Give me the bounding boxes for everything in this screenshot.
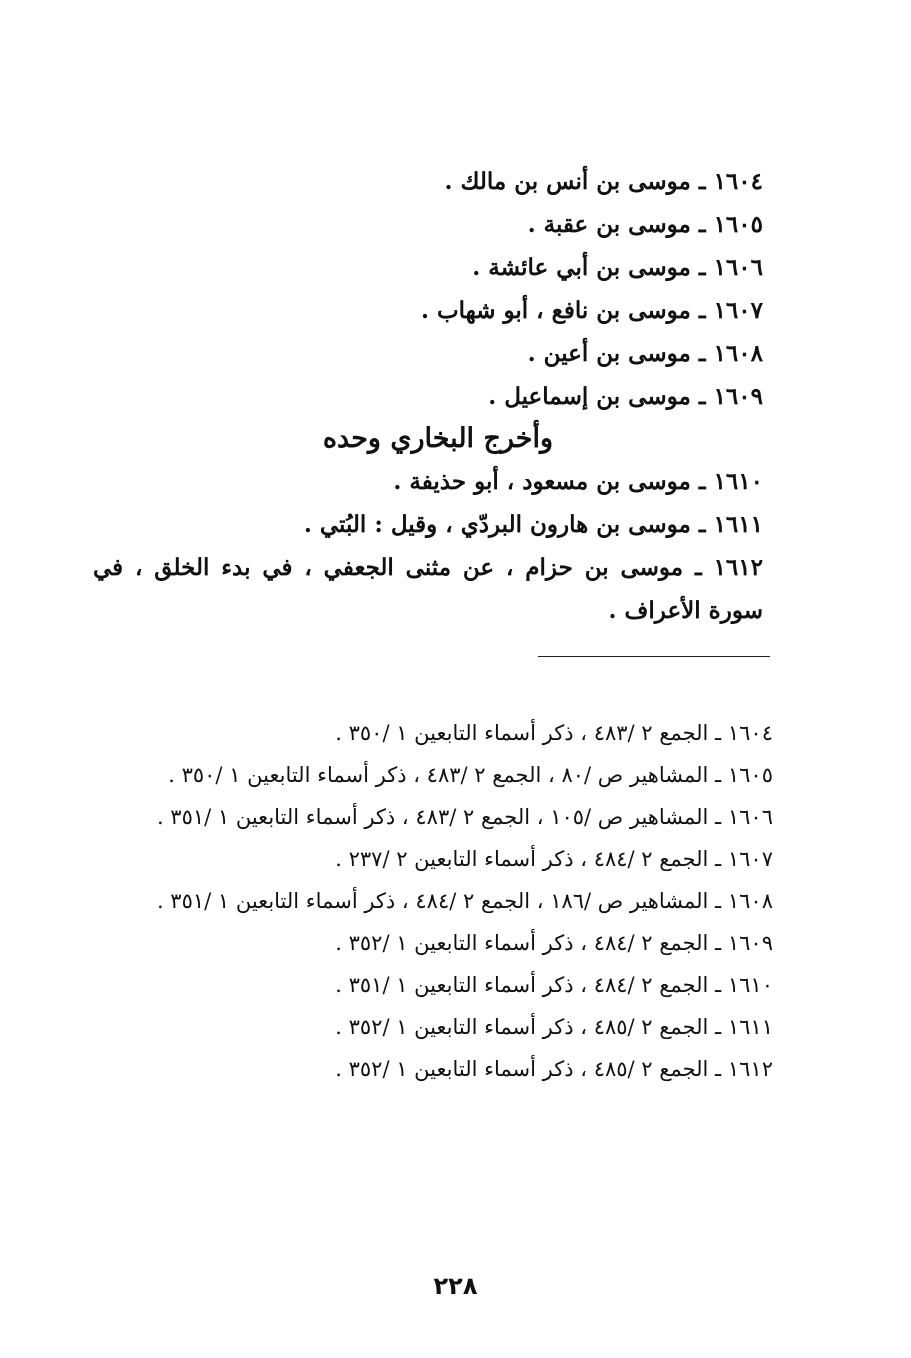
entry-1612: ١٦١٢ ـ موسى بن حزام ، عن مثنى الجعفي ، في بدء الخلق ، في سورة الأعراف . <box>93 554 763 624</box>
footnotes <box>93 712 773 1090</box>
main-entries <box>93 160 763 632</box>
footnote-1611: ١٦١١ ـ الجمع ٢ /٤٨٥ ، ذكر أسماء التابعين ١ /٣٥٢ . <box>335 1015 773 1039</box>
footnote-1605: ١٦٠٥ ـ المشاهير ص /٨٠ ، الجمع ٢ /٤٨٣ ، ذكر أسماء التابعين ١ /٣٥٠ . <box>168 763 773 787</box>
entry-1610: ١٦١٠ ـ موسى بن مسعود ، أبو حذيفة . <box>393 468 763 495</box>
footnote-divider <box>538 656 770 657</box>
footnote-1612: ١٦١٢ ـ الجمع ٢ /٤٨٥ ، ذكر أسماء التابعين ١ /٣٥٢ . <box>335 1057 773 1081</box>
footnote-1609: ١٦٠٩ ـ الجمع ٢ /٤٨٤ ، ذكر أسماء التابعين ١ /٣٥٢ . <box>335 931 773 955</box>
entry-1607: ١٦٠٧ ـ موسى بن نافع ، أبو شهاب . <box>420 297 763 324</box>
footnote-1604: ١٦٠٤ ـ الجمع ٢ /٤٨٣ ، ذكر أسماء التابعين ١ /٣٥٠ . <box>335 721 773 745</box>
entry-1605: ١٦٠٥ ـ موسى بن عقبة . <box>527 211 763 238</box>
entry-1611: ١٦١١ ـ موسى بن هارون البردّي ، وقيل : البُتي . <box>303 511 763 538</box>
entry-1608: ١٦٠٨ ـ موسى بن أعين . <box>527 340 763 367</box>
page-number: ٢٢٨ <box>433 1272 478 1300</box>
footnote-1608: ١٦٠٨ ـ المشاهير ص /١٨٦ ، الجمع ٢ /٤٨٤ ، ذكر أسماء التابعين ١ /٣٥١ . <box>156 889 773 913</box>
footnote-1606: ١٦٠٦ ـ المشاهير ص /١٠٥ ، الجمع ٢ /٤٨٣ ، ذكر أسماء التابعين ١ /٣٥١ . <box>156 805 773 829</box>
footnote-1610: ١٦١٠ ـ الجمع ٢ /٤٨٤ ، ذكر أسماء التابعين ١ /٣٥١ . <box>335 973 773 997</box>
entry-1609: ١٦٠٩ ـ موسى بن إسماعيل . <box>488 383 763 410</box>
section-heading: وأخرج البخاري وحده <box>322 423 553 454</box>
footnote-1607: ١٦٠٧ ـ الجمع ٢ /٤٨٤ ، ذكر أسماء التابعين ٢ /٢٣٧ . <box>335 847 773 871</box>
entry-1604: ١٦٠٤ ـ موسى بن أنس بن مالك . <box>444 168 763 195</box>
entry-1606: ١٦٠٦ ـ موسى بن أبي عائشة . <box>472 254 763 281</box>
